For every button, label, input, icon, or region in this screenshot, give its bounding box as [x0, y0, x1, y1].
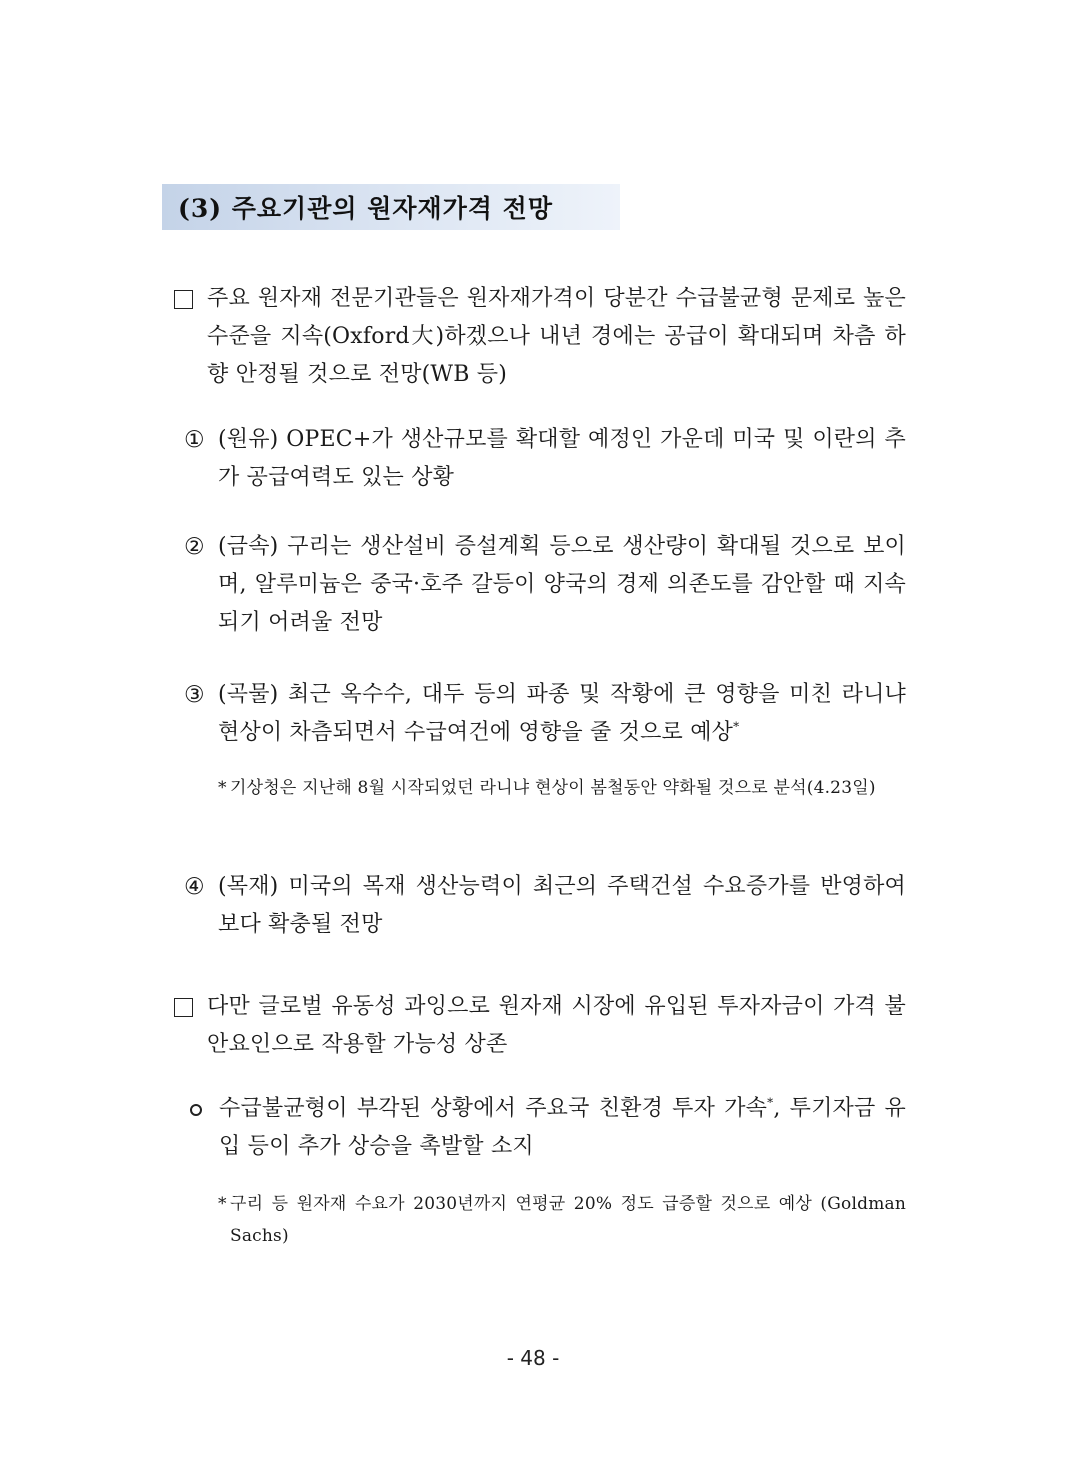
list-item-4-text: (목재) 미국의 목재 생산능력이 최근의 주택건설 수요증가를 반영하여 보다 확충될 전망	[218, 874, 906, 937]
sub-bullet-text-before: 수급불균형이 부각된 상황에서 주요국 친환경 투자 가속	[219, 1096, 768, 1121]
hollow-circle-bullet-icon	[190, 1104, 202, 1116]
footnote-1-text: 기상청은 지난해 8월 시작되었던 라니냐 현상이 봄철동안 약화될 것으로 분석(4.23일)	[230, 778, 876, 798]
list-item-4	[184, 868, 906, 944]
footnote-2-star: *	[218, 1194, 227, 1214]
list-item-3	[184, 676, 906, 752]
footnote-1-star: *	[218, 778, 227, 798]
footnote-1	[218, 772, 906, 804]
paragraph-1	[174, 280, 906, 394]
list-item-2	[184, 528, 906, 642]
footnote-marker: *	[767, 1095, 774, 1110]
page-number: - 48 -	[506, 1346, 560, 1370]
list-item-1-text: (원유) OPEC+가 생산규모를 확대할 예정인 가운데 미국 및 이란의 추가 공급여력도 있는 상황	[218, 427, 906, 490]
footnote-2	[218, 1188, 906, 1252]
checkbox-bullet-icon	[174, 998, 193, 1017]
paragraph-2-text: 다만 글로벌 유동성 과잉으로 원자재 시장에 유입된 투자자금이 가격 불안요인으로 작용할 가능성 상존	[207, 994, 906, 1057]
section-title	[162, 184, 620, 230]
circled-number-4: ④	[184, 874, 205, 900]
sub-bullet	[190, 1090, 906, 1166]
circled-number-2: ②	[184, 534, 205, 560]
sub-bullet-text-after: , 투기자금 유입 등이 추가 상승을 촉발할 소지	[219, 1096, 906, 1159]
list-item-3-text	[218, 676, 906, 752]
paragraph-1-text: 주요 원자재 전문기관들은 원자재가격이 당분간 수급불균형 문제로 높은 수준을 지속(Oxford大)하겠으나 내년 경에는 공급이 확대되며 차츰 하향 안정될 것으로 전망(WB 등)	[207, 286, 906, 387]
paragraph-2	[174, 988, 906, 1064]
checkbox-bullet-icon	[174, 290, 193, 309]
circled-number-1: ①	[184, 427, 205, 453]
footnote-marker: *	[733, 719, 740, 734]
list-item-1	[184, 421, 906, 497]
circled-number-3: ③	[184, 682, 205, 708]
sub-bullet-text	[219, 1090, 906, 1166]
list-item-3-body: (곡물) 최근 옥수수, 대두 등의 파종 및 작황에 큰 영향을 미친 라니냐 현상이 차츰되면서 수급여건에 영향을 줄 것으로 예상	[218, 682, 906, 745]
section-title-text: (3) 주요기관의 원자재가격 전망	[178, 194, 553, 223]
list-item-2-text: (금속) 구리는 생산설비 증설계획 등으로 생산량이 확대될 것으로 보이며, 알루미늄은 중국·호주 갈등이 양국의 경제 의존도를 감안할 때 지속되기 어려울 전망	[218, 534, 906, 635]
footnote-2-text: 구리 등 원자재 수요가 2030년까지 연평균 20% 정도 급증할 것으로 예상 (Goldman Sachs)	[230, 1194, 906, 1246]
